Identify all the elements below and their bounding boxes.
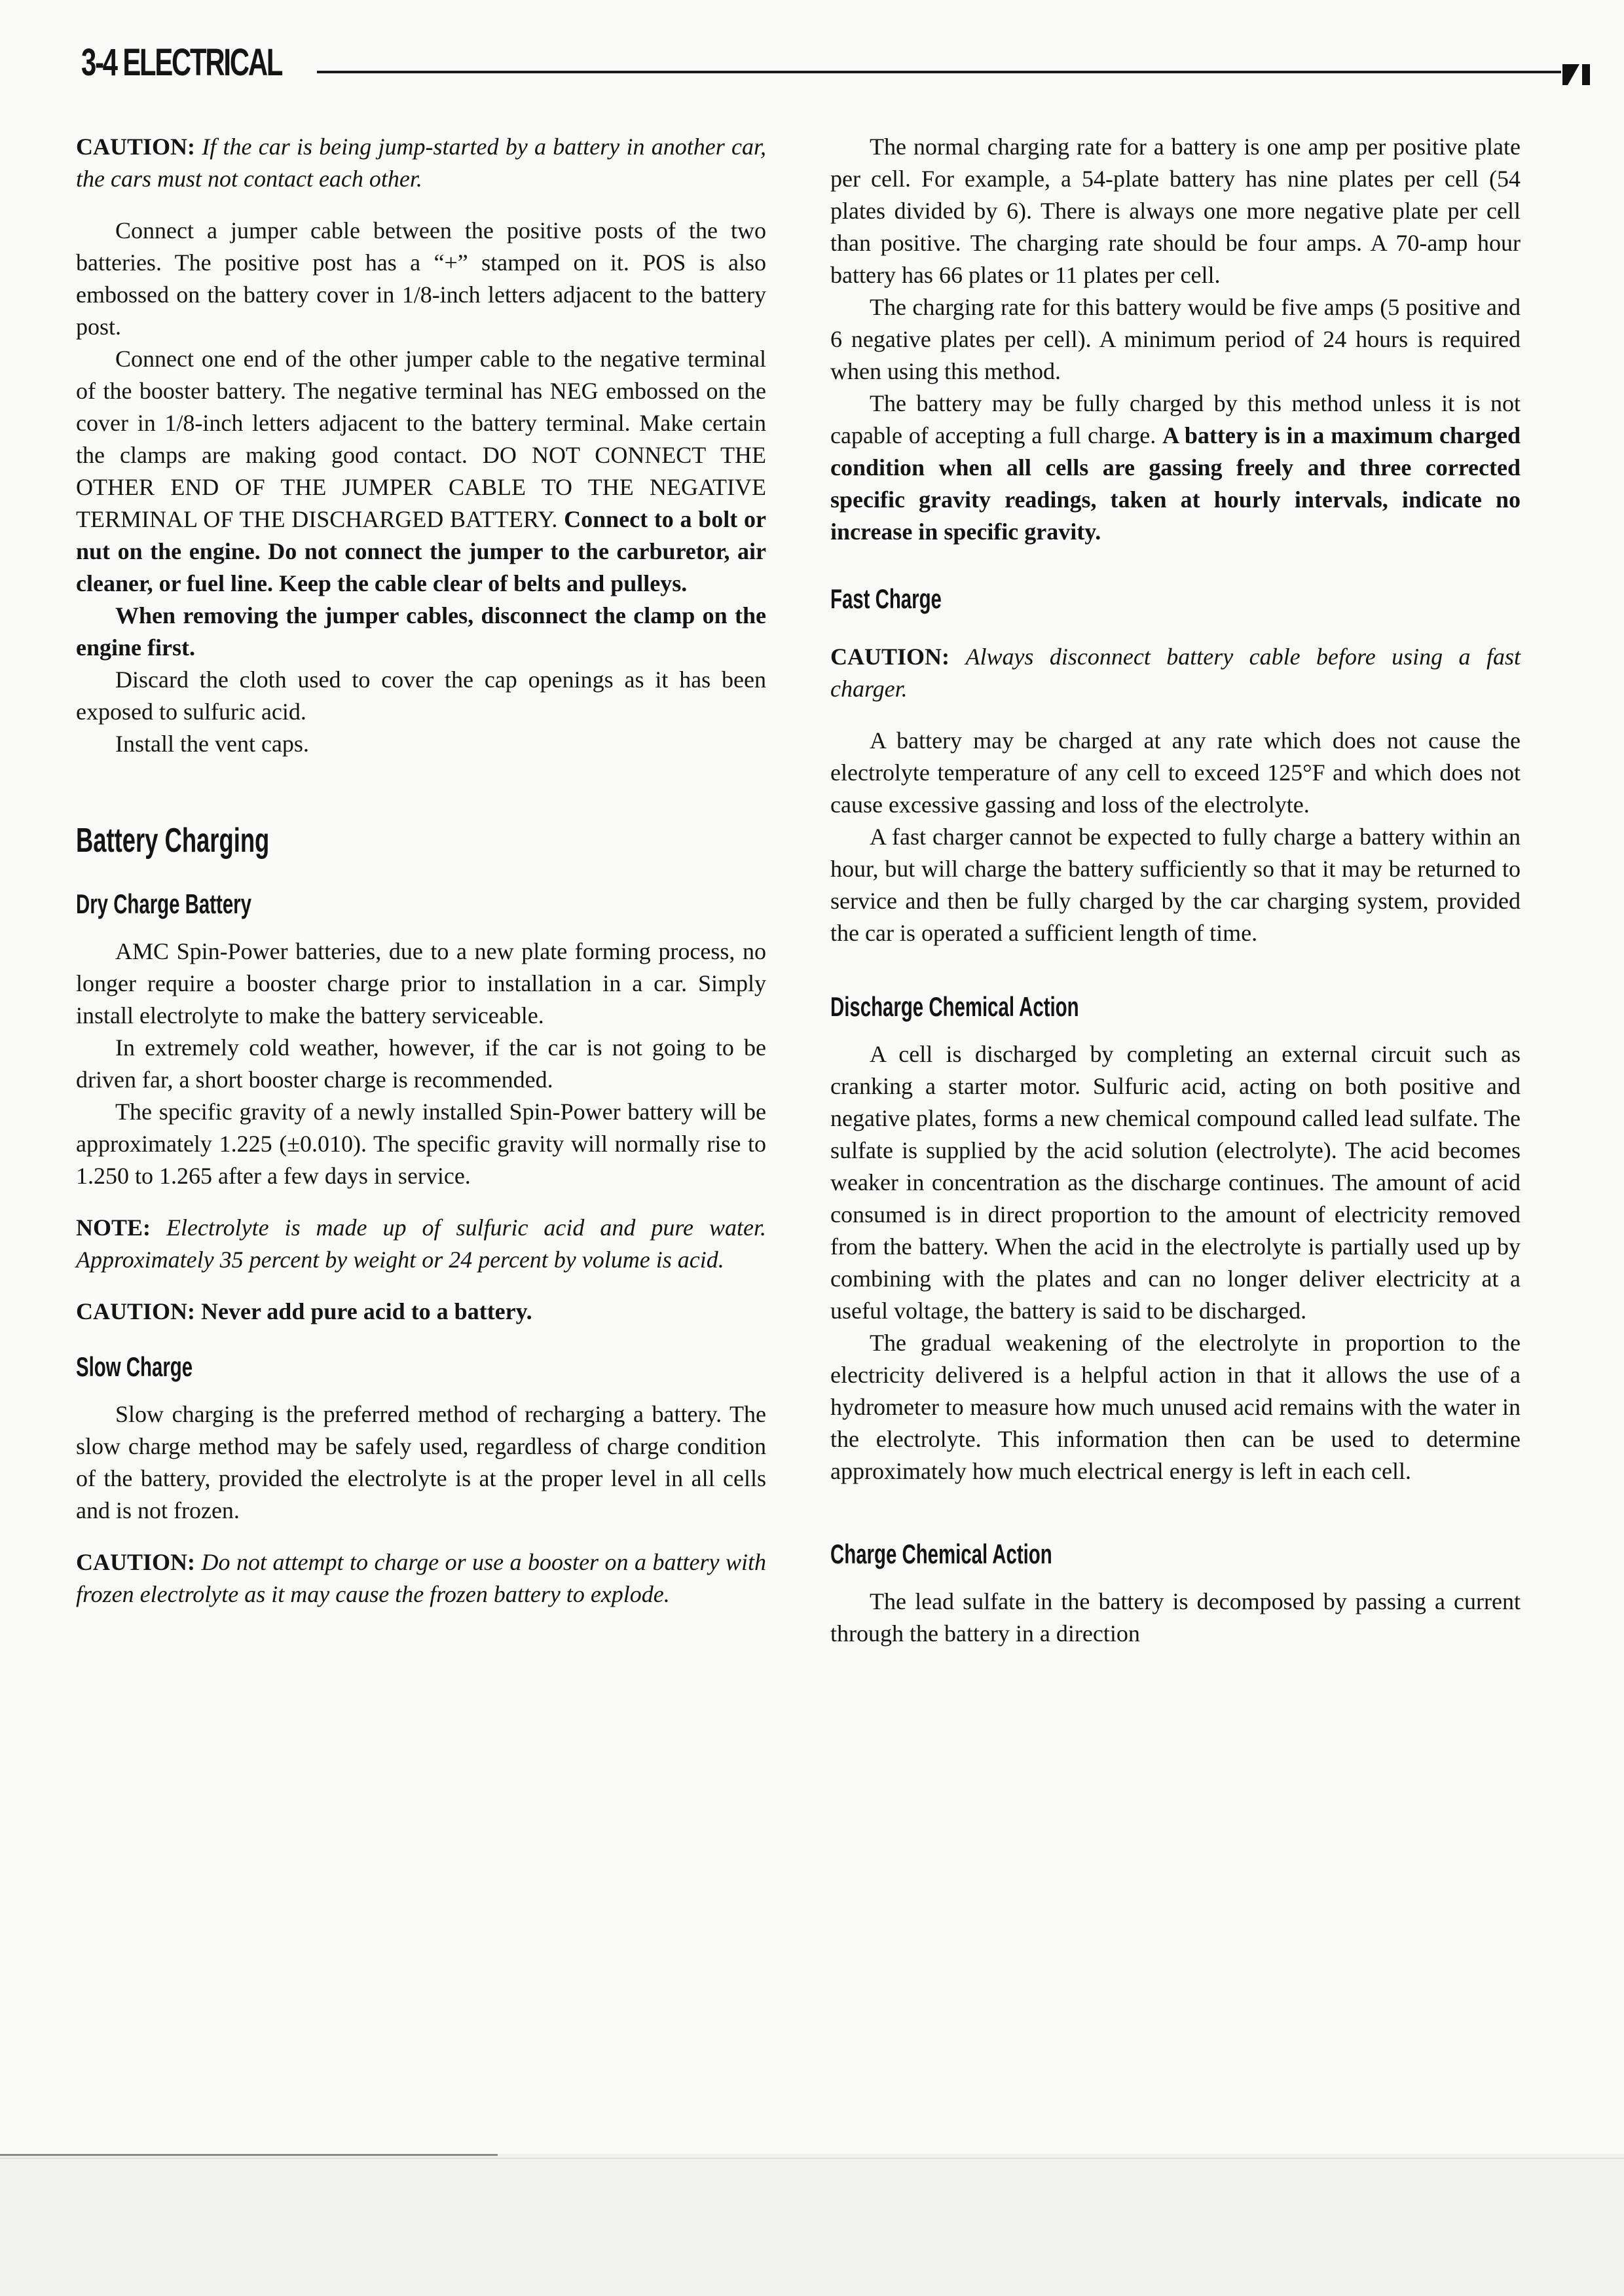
caution-frozen-battery <box>76 1546 766 1611</box>
subheading-charge-chemical-action <box>830 1537 1521 1571</box>
subheading-slow-charge <box>76 1350 766 1384</box>
heading-text: Slow Charge <box>76 1351 193 1382</box>
caution-label: CAUTION: <box>76 1298 196 1324</box>
caution-label: CAUTION: <box>76 1549 196 1575</box>
paragraph: The charging rate for this battery would be five amps (5 positive and 6 negative plates per cell). A minimum period of 24 hours is required when using this method. <box>830 294 1521 384</box>
caution-pure-acid <box>76 1296 766 1328</box>
page-header <box>81 41 1526 93</box>
paragraph: A battery may be charged at any rate which does not cause the electrolyte temperature of any cell to exceed 125°F and which does not cause excessive gassing and loss of the electrolyte. <box>830 727 1521 818</box>
heading-text: Charge Chemical Action <box>830 1539 1052 1569</box>
page-section-title: 3-4 ELECTRICAL <box>81 41 282 84</box>
caution-text: Never add pure acid to a battery. <box>201 1298 532 1324</box>
paragraph <box>76 343 766 600</box>
paragraph-text: Connect one end of the other jumper cable to the negative terminal of the booster battery. The negative terminal has NEG embossed on the cover in 1/8-inch letters adjacent to the battery terminal. Make certain the clamps are making good contact. DO NOT CONNECT THE OTHER END OF THE JUMPER CABLE TO THE NEGATIVE TERMINAL OF THE DISCHARGED BATTERY. <box>76 346 766 532</box>
paragraph-text: The battery may be fully charged by this method unless it is not capable of accepting a full charge. <box>830 390 1521 448</box>
caution-jump-start <box>76 131 766 195</box>
caution-fast-charger <box>830 641 1521 705</box>
paragraph-bold: When removing the jumper cables, disconnect the clamp on the engine first. <box>76 602 766 661</box>
paragraph: Slow charging is the preferred method of recharging a battery. The slow charge method may be safely used, regardless of charge condition of the battery, provided the electrolyte is at the proper level in all cells and is not frozen. <box>76 1401 766 1523</box>
right-column <box>830 131 1521 1650</box>
heading-text: Dry Charge Battery <box>76 888 251 919</box>
paragraph-bold-text: Connect to a bolt or nut on the engine. Do not connect the jumper to the carburetor, air cleaner, or fuel line. Keep the cable clear of belts and pulleys. <box>76 506 767 596</box>
paragraph: Install the vent caps. <box>115 731 309 757</box>
paragraph <box>830 388 1521 548</box>
paragraph: The gradual weakening of the electrolyte in proportion to the electricity delivered is a helpful action in that it allows the use of a hydrometer to measure how much unused acid remains with the water in the electrolyte. This information then can be used to determine approximately how much electrical energy is left in each cell. <box>830 1330 1521 1484</box>
note-label: NOTE: <box>76 1214 151 1241</box>
paragraph: Connect a jumper cable between the positive posts of the two batteries. The positive post has a “+” stamped on it. POS is also embossed on the battery cover in 1/8-inch letters adjacent to the battery post. <box>76 217 766 340</box>
note-text: Electrolyte is made up of sulfuric acid and pure water. Approximately 35 percent by weight or 24 percent by volume is acid. <box>76 1214 766 1273</box>
paragraph: In extremely cold weather, however, if the car is not going to be driven far, a short booster charge is recommended. <box>76 1034 766 1093</box>
heading-text: Discharge Chemical Action <box>830 991 1079 1022</box>
section-heading-battery-charging <box>76 820 766 861</box>
paragraph: The specific gravity of a newly installed Spin-Power battery will be approximately 1.225 (±0.010). The specific gravity will normally rise to 1.250 to 1.265 after a few days in service. <box>76 1099 766 1189</box>
paragraph-bold-text: A battery is in a maximum charged condition when all cells are gassing freely and three corrected specific gravity readings, taken at hourly intervals, indicate no increase in specific gravity. <box>830 422 1521 545</box>
paragraph: A cell is discharged by completing an external circuit such as cranking a starter motor. Sulfuric acid, acting on both positive and negative plates, forms a new chemical compound called lead sulfate. The sulfate is supplied by the acid solution (electrolyte). The acid becomes weaker in concentration as the discharge continues. The amount of acid consumed is in direct proportion to the amount of electricity removed from the battery. When the acid in the electrolyte is partially used up by combining with the plates and can no longer deliver electricity at a useful voltage, the battery is said to be discharged. <box>830 1041 1521 1324</box>
paragraph: Discard the cloth used to cover the cap openings as it has been exposed to sulfuric acid. <box>76 666 766 725</box>
page-edge-line <box>0 2154 498 2156</box>
heading-text: Battery Charging <box>76 822 270 860</box>
paragraph: AMC Spin-Power batteries, due to a new plate forming process, no longer require a booster charge prior to installation in a car. Simply install electrolyte to make the battery serviceable. <box>76 938 766 1029</box>
caution-text: If the car is being jump-started by a battery in another car, the cars must not contact each other. <box>76 134 766 192</box>
heading-text: Fast Charge <box>830 583 942 614</box>
caution-text: Do not attempt to charge or use a booster on a battery with frozen electrolyte as it may cause the frozen battery to explode. <box>76 1549 766 1607</box>
caution-label: CAUTION: <box>830 644 950 670</box>
page-edge-shadow <box>0 2158 1624 2159</box>
caution-text: Always disconnect battery cable before using a fast charger. <box>830 644 1521 702</box>
subheading-dry-charge-battery <box>76 887 766 921</box>
caution-label: CAUTION: <box>76 134 196 160</box>
paragraph: The normal charging rate for a battery is one amp per positive plate per cell. For example, a 54-plate battery has nine plates per cell (54 plates divided by 6). There is always one more negative plate per cell than positive. The charging rate should be four amps. A 70-amp hour battery has 66 plates or 11 plates per cell. <box>830 134 1521 288</box>
subheading-discharge-chemical-action <box>830 990 1521 1024</box>
paragraph: The lead sulfate in the battery is decomposed by passing a current through the battery in a direction <box>830 1588 1521 1647</box>
header-rule <box>317 71 1561 73</box>
left-column <box>76 131 766 1611</box>
note-electrolyte <box>76 1212 766 1276</box>
subheading-fast-charge <box>830 582 1521 616</box>
page-bottom-margin <box>0 2154 1624 2296</box>
amc-logo-icon <box>1562 59 1591 88</box>
paragraph: A fast charger cannot be expected to fully charge a battery within an hour, but will charge the battery sufficiently so that it may be returned to service and then be fully charged by the car charging system, provided the car is operated a sufficient length of time. <box>830 824 1521 946</box>
